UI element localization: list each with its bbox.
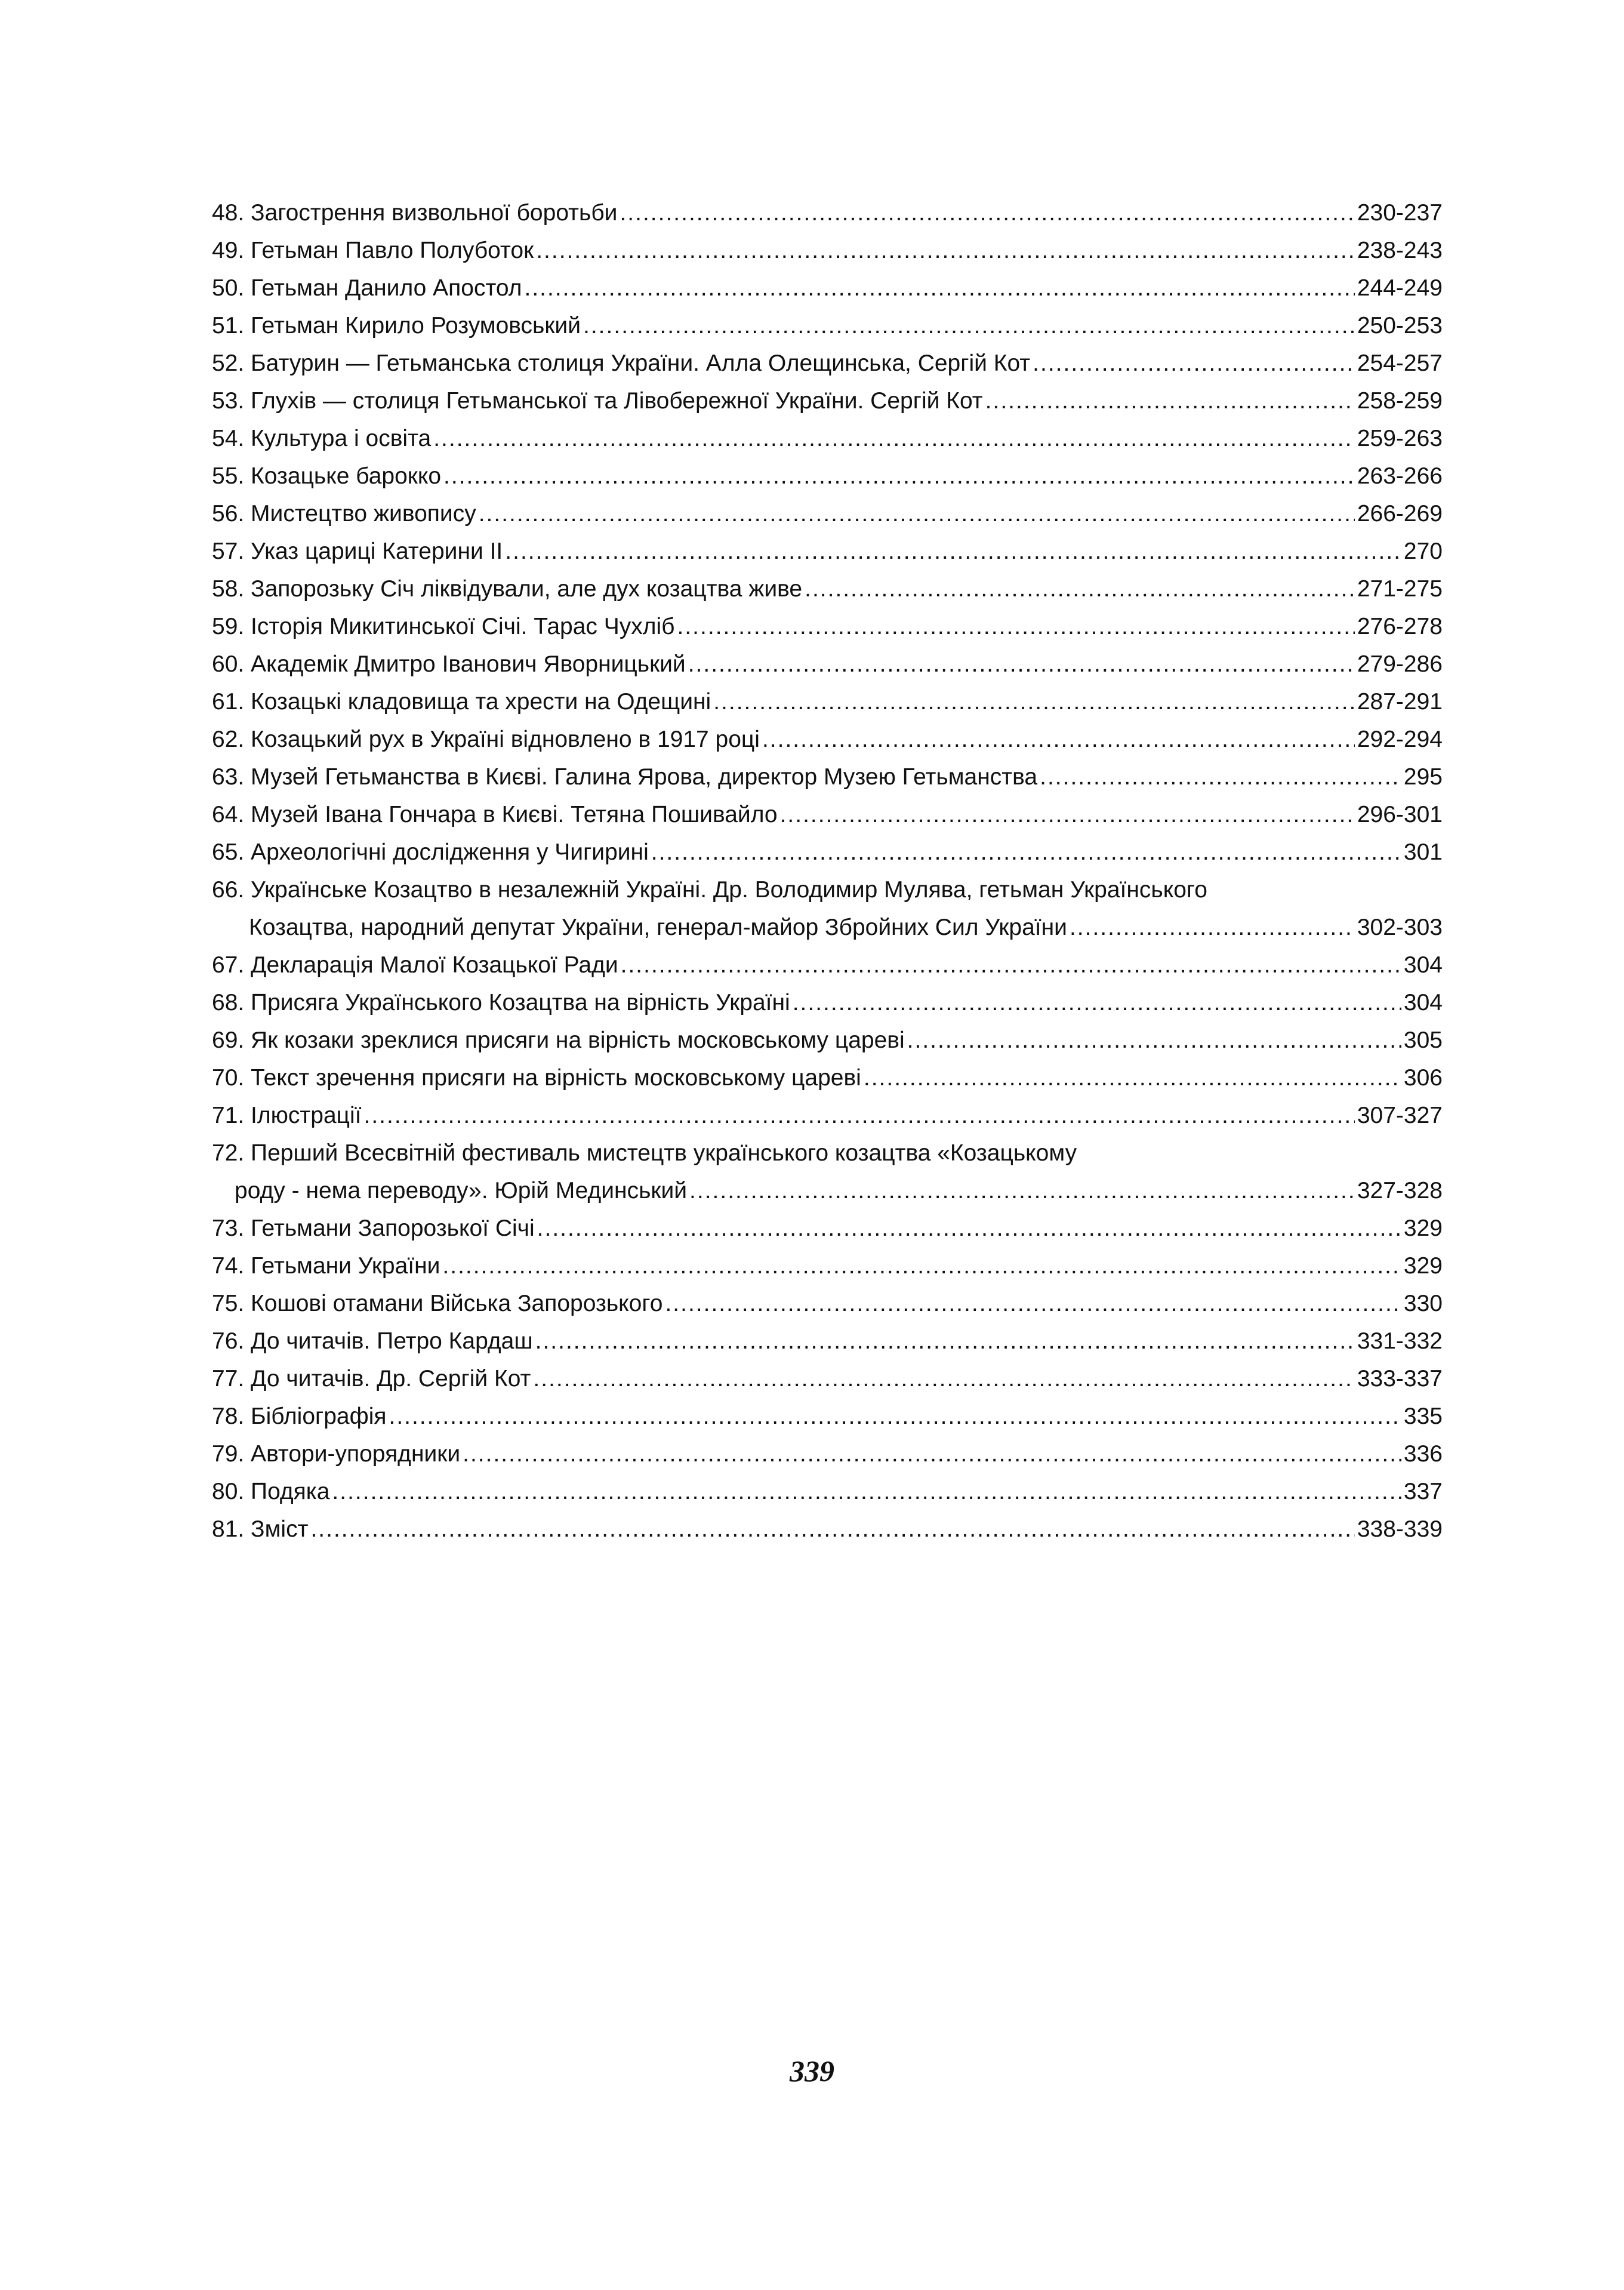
page-number: 339: [790, 2054, 834, 2088]
dot-leader: [442, 1247, 1401, 1285]
toc-entry-title: 69. Як козаки зреклися присяги на вірність московському цареві: [212, 1027, 905, 1053]
toc-entry-pages: 254-257: [1357, 350, 1443, 376]
toc-entry-55: [212, 457, 1443, 495]
toc-entry-pages: 331-332: [1357, 1328, 1443, 1354]
toc-entry-pages: 292-294: [1357, 727, 1443, 752]
toc-entry-75: [212, 1285, 1443, 1322]
dot-leader: [665, 1285, 1401, 1322]
toc-entry-79: [212, 1435, 1443, 1473]
toc-entry-pages: 333-337: [1357, 1366, 1443, 1392]
toc-entry-title: 77. До читачів. Др. Сергій Кот: [212, 1366, 531, 1392]
dot-leader: [525, 269, 1355, 307]
toc-entry-pages: 336: [1403, 1441, 1443, 1467]
toc-entry-pages: 306: [1403, 1065, 1443, 1091]
toc-entry-title: 72. Перший Всесвітній фестиваль мистецтв українського козацтва «Козацькому: [212, 1140, 1077, 1166]
toc-entry-72: [212, 1134, 1443, 1209]
toc-entry-pages: 259-263: [1357, 426, 1443, 451]
toc-entry-title: 80. Подяка: [212, 1479, 330, 1504]
toc-entry-pages: 335: [1403, 1403, 1443, 1429]
toc-entry-67: [212, 946, 1443, 984]
toc-entry-title: 73. Гетьмани Запорозької Січі: [212, 1215, 535, 1241]
toc-entry-title: 51. Гетьман Кирило Розумовський: [212, 313, 581, 338]
dot-leader: [713, 683, 1355, 721]
toc-entry-59: [212, 608, 1443, 645]
toc-entry-80: [212, 1473, 1443, 1510]
dot-leader: [1070, 909, 1355, 946]
toc-entry-64: [212, 796, 1443, 833]
dot-leader: [583, 307, 1355, 344]
toc-entry-title: 67. Декларація Малої Козацької Ради: [212, 952, 618, 978]
dot-leader: [805, 570, 1355, 608]
dot-leader: [536, 232, 1355, 269]
toc-entry-pages: 305: [1403, 1027, 1443, 1053]
toc-entry-63: [212, 758, 1443, 796]
toc-entry-title: 75. Кошові отамани Війська Запорозького: [212, 1291, 663, 1316]
dot-leader: [907, 1021, 1401, 1059]
dot-leader: [864, 1059, 1401, 1097]
toc-entry-title: 71. Ілюстрації: [212, 1103, 362, 1128]
toc-entry-pages: 296-301: [1357, 802, 1443, 827]
dot-leader: [793, 984, 1401, 1021]
toc-entry-title: 64. Музей Івана Гончара в Києві. Тетяна Пошивайло: [212, 802, 778, 827]
dot-leader: [677, 608, 1355, 645]
toc-entry-title: 53. Глухів — столиця Гетьманської та Лівобережної України. Сергій Кот: [212, 388, 983, 414]
toc-entry-title: 59. Історія Микитинської Січі. Тарас Чухліб: [212, 614, 675, 639]
toc-entry-title: 66. Українське Козацтво в незалежній Україні. Др. Володимир Мулява, гетьман Українського: [212, 877, 1207, 903]
toc-entry-pages: 327-328: [1357, 1178, 1443, 1204]
toc-entry-pages: 250-253: [1357, 313, 1443, 338]
toc-entry-58: [212, 570, 1443, 608]
dot-leader: [463, 1435, 1401, 1473]
dot-leader: [651, 833, 1401, 871]
toc-entry-77: [212, 1360, 1443, 1398]
toc-entry-81: [212, 1510, 1443, 1548]
toc-entry-pages: 329: [1403, 1215, 1443, 1241]
toc-entry-title: 68. Присяга Українського Козацтва на вірність Україні: [212, 990, 790, 1015]
toc-entry-49: [212, 232, 1443, 269]
dot-leader: [1033, 344, 1355, 382]
toc-entry-pages: 337: [1403, 1479, 1443, 1504]
toc-entry-pages: 330: [1403, 1291, 1443, 1316]
toc-entry-48: [212, 194, 1443, 232]
toc-entry-pages: 263-266: [1357, 463, 1443, 489]
toc-entry-74: [212, 1247, 1443, 1285]
toc-entry-title: 65. Археологічні дослідження у Чигирині: [212, 839, 649, 865]
toc-entry-pages: 307-327: [1357, 1103, 1443, 1128]
toc-entry-52: [212, 344, 1443, 382]
toc-entry-title: 56. Мистецтво живопису: [212, 501, 476, 527]
toc-entry-pages: 270: [1403, 538, 1443, 564]
dot-leader: [310, 1510, 1354, 1548]
toc-entry-title: 55. Козацьке барокко: [212, 463, 442, 489]
toc-entry-68: [212, 984, 1443, 1021]
toc-entry-title: 74. Гетьмани України: [212, 1253, 440, 1279]
toc-entry-51: [212, 307, 1443, 344]
dot-leader: [479, 495, 1355, 533]
dot-leader: [533, 1360, 1354, 1398]
toc-entry-pages: 271-275: [1357, 576, 1443, 602]
dot-leader: [762, 721, 1355, 758]
toc-entry-60: [212, 645, 1443, 683]
toc-entry-pages: 329: [1403, 1253, 1443, 1279]
table-of-contents: [212, 194, 1443, 1548]
dot-leader: [332, 1473, 1401, 1510]
toc-entry-56: [212, 495, 1443, 533]
toc-entry-pages: 266-269: [1357, 501, 1443, 527]
toc-entry-continuation: [212, 909, 1443, 946]
toc-entry-76: [212, 1322, 1443, 1360]
dot-leader: [505, 533, 1401, 570]
toc-entry-title: 79. Автори-упорядники: [212, 1441, 461, 1467]
dot-leader: [443, 457, 1355, 495]
dot-leader: [433, 420, 1355, 457]
toc-entry-71: [212, 1097, 1443, 1134]
toc-entry-title: 49. Гетьман Павло Полуботок: [212, 238, 534, 263]
toc-entry-continuation: [212, 1172, 1443, 1209]
toc-entry-61: [212, 683, 1443, 721]
toc-entry-title: 78. Бібліографія: [212, 1403, 387, 1429]
toc-entry-62: [212, 721, 1443, 758]
toc-entry-pages: 295: [1403, 764, 1443, 790]
dot-leader: [389, 1398, 1401, 1435]
toc-entry-78: [212, 1398, 1443, 1435]
dot-leader: [1040, 758, 1401, 796]
toc-entry-title: 58. Запорозьку Січ ліквідували, але дух козацтва живе: [212, 576, 803, 602]
toc-entry-title: 57. Указ цариці Катерини ІІ: [212, 538, 503, 564]
toc-entry-pages: 287-291: [1357, 689, 1443, 715]
toc-entry-pages: 304: [1403, 952, 1443, 978]
toc-entry-70: [212, 1059, 1443, 1097]
toc-entry-54: [212, 420, 1443, 457]
toc-entry-69: [212, 1021, 1443, 1059]
toc-entry-pages: 279-286: [1357, 651, 1443, 677]
toc-entry-pages: 244-249: [1357, 275, 1443, 301]
toc-entry-50: [212, 269, 1443, 307]
toc-entry-53: [212, 382, 1443, 420]
toc-entry-pages: 258-259: [1357, 388, 1443, 414]
toc-entry-title: 70. Текст зречення присяги на вірність московському цареві: [212, 1065, 861, 1091]
dot-leader: [620, 194, 1354, 232]
dot-leader: [985, 382, 1355, 420]
toc-entry-pages: 230-237: [1357, 200, 1443, 226]
dot-leader: [621, 946, 1401, 984]
toc-entry-title: 50. Гетьман Данило Апостол: [212, 275, 522, 301]
dot-leader: [363, 1097, 1354, 1134]
toc-entry-title: 52. Батурин — Гетьманська столиця України. Алла Олещинська, Сергій Кот: [212, 350, 1031, 376]
toc-entry-73: [212, 1209, 1443, 1247]
toc-entry-pages: 301: [1403, 839, 1443, 865]
toc-entry-pages: 276-278: [1357, 614, 1443, 639]
toc-entry-pages: 304: [1403, 990, 1443, 1015]
toc-entry-title-continued: Козацтва, народний депутат України, генерал-майор Збройних Сил України: [249, 915, 1067, 940]
dot-leader: [780, 796, 1355, 833]
toc-entry-title: 62. Козацький рух в Україні відновлено в 1917 році: [212, 727, 760, 752]
toc-entry-65: [212, 833, 1443, 871]
toc-entry-pages: 338-339: [1357, 1516, 1443, 1542]
toc-entry-title: 54. Культура і освіта: [212, 426, 432, 451]
toc-entry-title: 61. Козацькі кладовища та хрести на Одещині: [212, 689, 711, 715]
dot-leader: [689, 1172, 1355, 1209]
dot-leader: [535, 1322, 1355, 1360]
toc-entry-57: [212, 533, 1443, 570]
toc-entry-pages: 302-303: [1357, 915, 1443, 940]
toc-entry-title: 48. Загострення визвольної боротьби: [212, 200, 618, 226]
toc-entry-title: 76. До читачів. Петро Кардаш: [212, 1328, 533, 1354]
toc-entry-pages: 238-243: [1357, 238, 1443, 263]
toc-entry-66: [212, 871, 1443, 946]
dot-leader: [537, 1209, 1401, 1247]
dot-leader: [688, 645, 1355, 683]
toc-entry-title-continued: роду - нема переводу». Юрій Мединський: [235, 1178, 688, 1204]
toc-entry-title: 63. Музей Гетьманства в Києві. Галина Ярова, директор Музею Гетьманства: [212, 764, 1038, 790]
toc-entry-title: 81. Зміст: [212, 1516, 309, 1542]
toc-entry-title: 60. Академік Дмитро Іванович Яворницький: [212, 651, 686, 677]
